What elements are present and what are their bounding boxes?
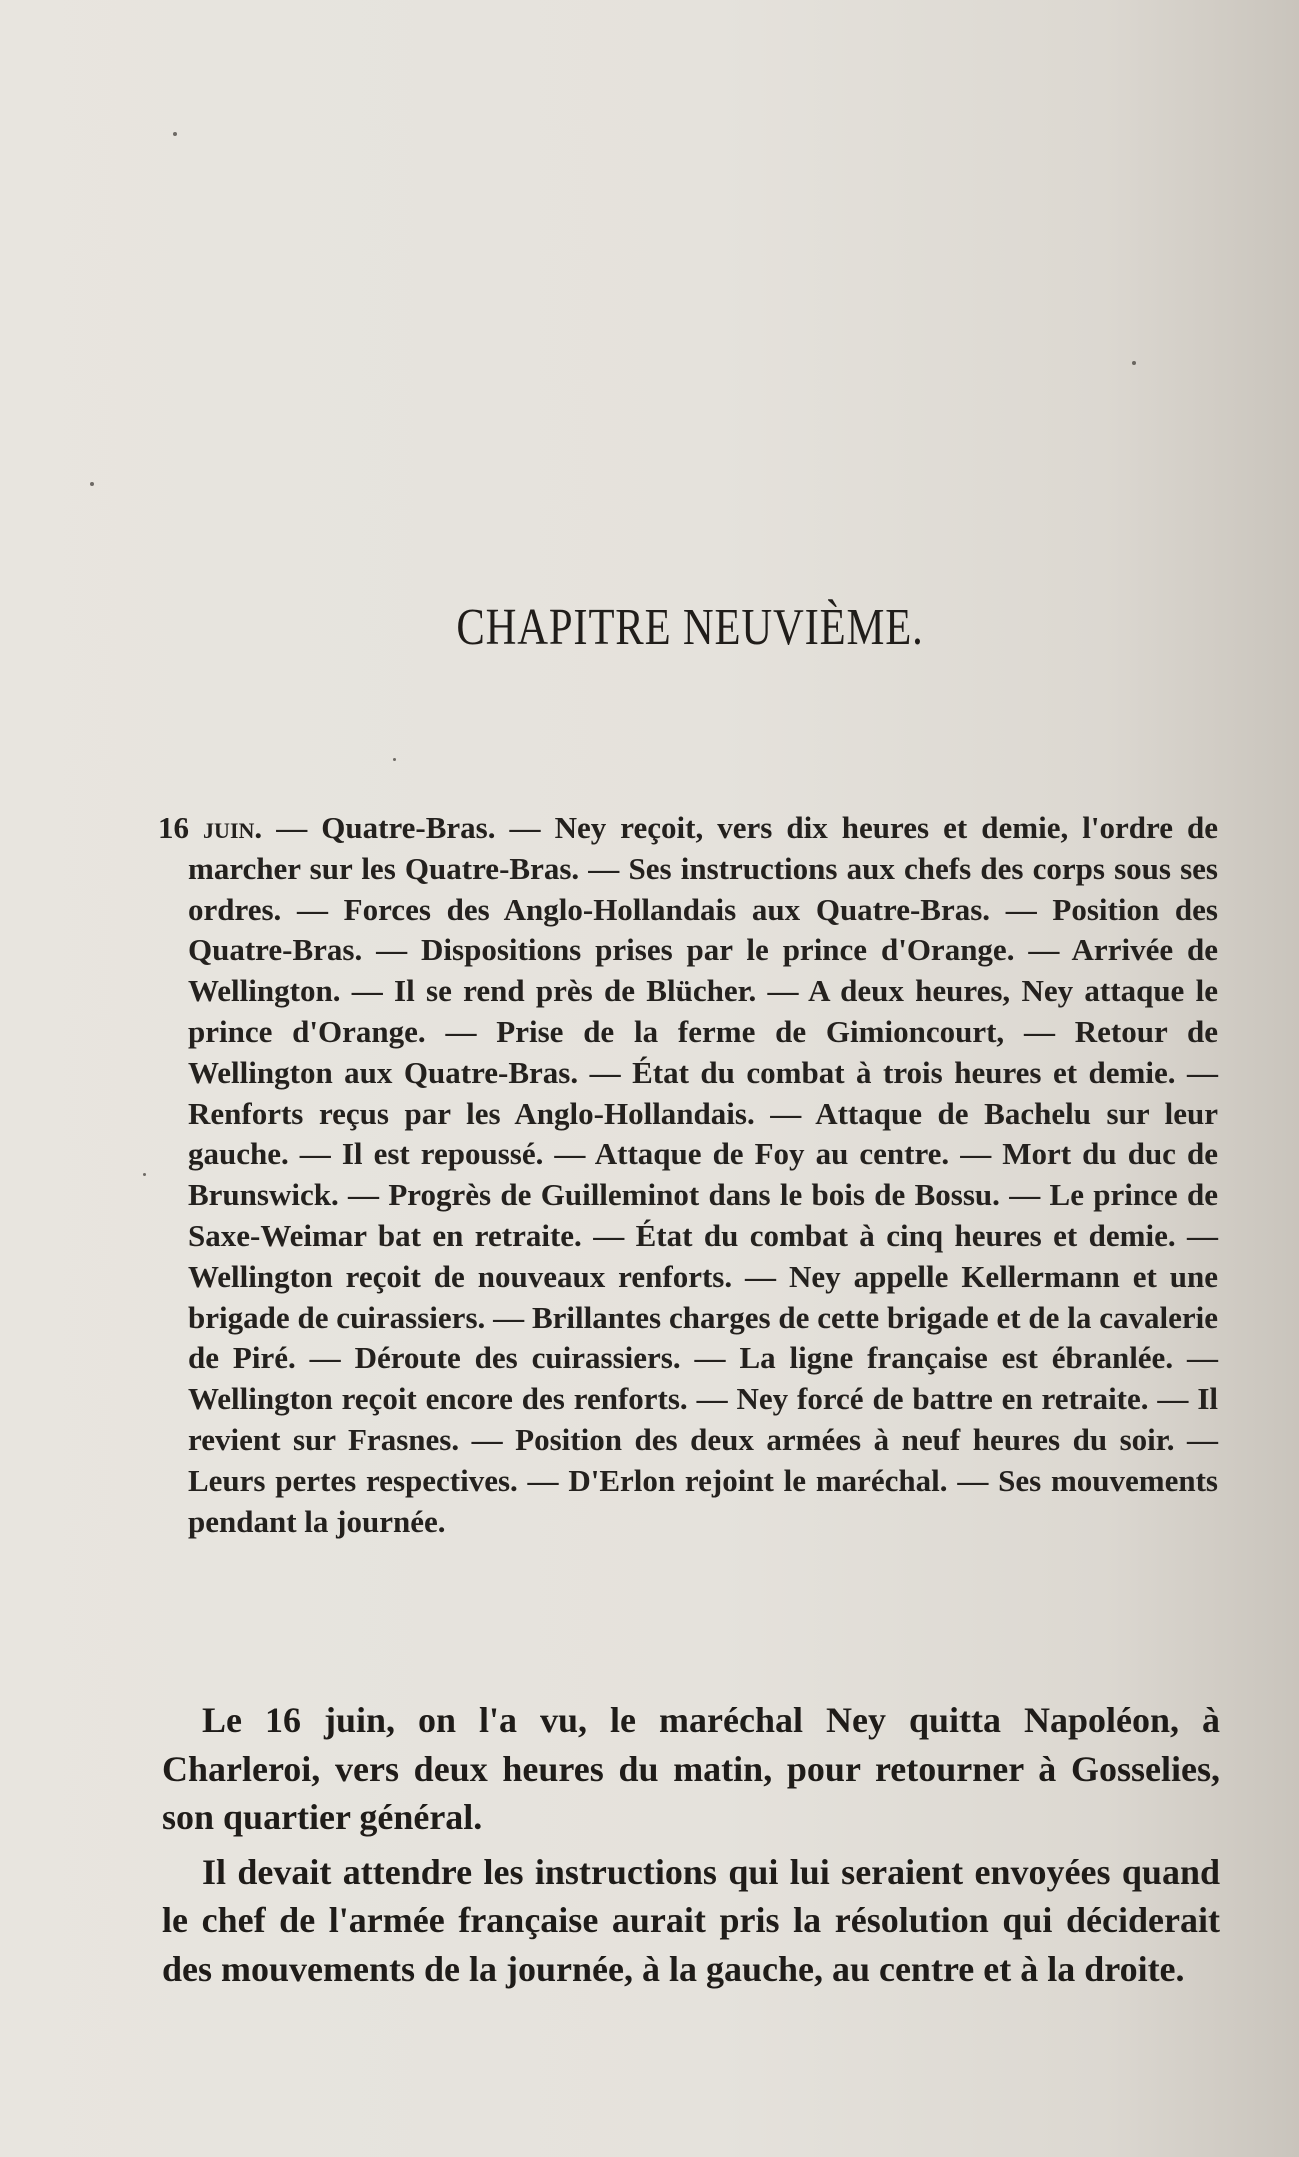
paragraph: Il devait attendre les instructions qui lui seraient envoyées quand le chef de l'armée française aurait pris la résolution qui déciderait des mouvements de la journée, à la gauche, au centre et à la droite.: [162, 1851, 1220, 1989]
paragraph: Le 16 juin, on l'a vu, le maréchal Ney quitta Napoléon, à Charleroi, vers deux heures du matin, pour retourner à Gosselies, son quartier général.: [162, 1700, 1220, 1837]
ink-speck: [143, 1173, 146, 1176]
chapter-summary: [158, 808, 1219, 1542]
chapter-title: CHAPITRE NEUVIÈME.: [456, 599, 924, 656]
ink-speck: [1132, 361, 1136, 365]
summary-text: — Quatre-Bras. — Ney reçoit, vers dix heures et demie, l'ordre de marcher sur les Quatre-Bras. — Ses instructions aux chefs des corps sous ses ordres. — Forces des Anglo-Hollandais aux Quatre-Bras. — Position des Quatre-Bras. — Dispositions prises par le prince d'Orange. — Arrivée de Wellington. — Il se rend près de Blücher. — A deux heures, Ney attaque le prince d'Orange. — Prise de la ferme de Gimioncourt, — Retour de Wellington aux Quatre-Bras. — État du combat à trois heures et demie. — Renforts reçus par les Anglo-Hollandais. — Attaque de Bachelu sur leur gauche. — Il est repoussé. — Attaque de Foy au centre. — Mort du duc de Brunswick. — Progrès de Guilleminot dans le bois de Bossu. — Le prince de Saxe-Weimar bat en retraite. — État du combat à cinq heures et demie. — Wellington reçoit de nouveaux renforts. — Ney appelle Kellermann et une brigade de cuirassiers. — Brillantes charges de cette brigade et de la cavalerie de Piré. — Déroute des cuirassiers. — La ligne française est ébranlée. — Wellington reçoit encore des renforts. — Ney forcé de battre en retraite. — Il revient sur Frasnes. — Position des deux armées à neuf heures du soir. — Leurs pertes respectives. — D'Erlon rejoint le maréchal. — Ses mouvements pendant la journée.: [188, 810, 1219, 1539]
ink-speck: [173, 132, 177, 136]
body-text: [162, 1696, 1220, 1999]
ink-speck: [393, 758, 396, 761]
summary-date: 16 juin.: [158, 810, 263, 845]
ink-speck: [90, 482, 94, 486]
